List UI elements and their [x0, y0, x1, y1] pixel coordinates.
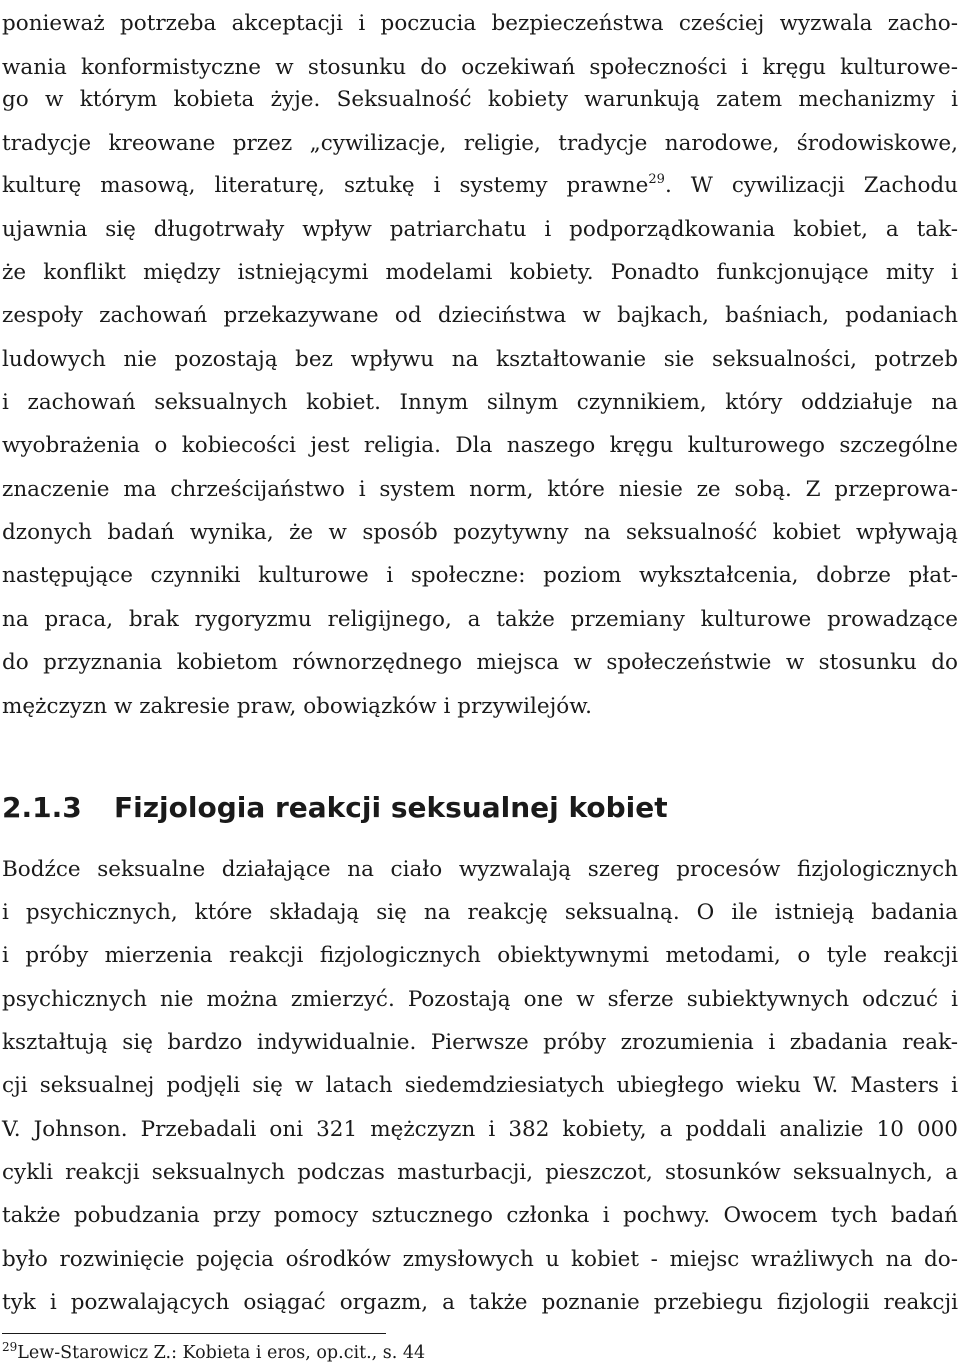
section-number: 2.1.3: [2, 791, 82, 824]
text-line: kształtują się bardzo indywidualnie. Pierwsze próby zrozumienia i zbadania reak-: [2, 1030, 958, 1055]
text-line: mężczyzn w zakresie praw, obowiązków i przywilejów.: [2, 694, 592, 719]
text-line: Bodźce seksualne działające na ciało wyzwalają szereg procesów fizjologicznych: [2, 857, 958, 882]
text-line: do przyznania kobietom równorzędnego miejsca w społeczeństwie w stosunku do: [2, 650, 958, 675]
text-segment: . W cywilizacji Zachodu: [664, 173, 958, 198]
text-line: i psychicznych, które składają się na reakcję seksualną. O ile istnieją badania: [2, 900, 958, 925]
text-line: ujawnia się długotrwały wpływ patriarchatu i podporządkowania kobiet, a tak-: [2, 217, 958, 242]
text-line: cykli reakcji seksualnych podczas masturbacji, pieszczot, stosunków seksualnych, a: [2, 1160, 958, 1185]
text-line: wyobrażenia o kobiecości jest religia. Dla naszego kręgu kulturowego szczególne: [2, 433, 958, 458]
text-line: V. Johnson. Przebadali oni 321 mężczyzn i 382 kobiety, a poddali analizie 10 000: [2, 1117, 958, 1142]
text-line: zespoły zachowań przekazywane od dzieciństwa w bajkach, baśniach, podaniach: [2, 303, 958, 328]
text-line: że konflikt między istniejącymi modelami kobiety. Ponadto funkcjonujące mity i: [2, 260, 958, 285]
text-line-with-footnote: [2, 166, 958, 206]
text-line: psychicznych nie można zmierzyć. Pozostają one w sferze subiektywnych odczuć i: [2, 987, 958, 1012]
footnote-text: Lew-Starowicz Z.: Kobieta i eros, op.cit., s. 44: [17, 1343, 426, 1363]
text-line: znaczenie ma chrześcijaństwo i system norm, które niesie ze sobą. Z przeprowa-: [2, 477, 958, 502]
text-line: dzonych badań wynika, że w sposób pozytywny na seksualność kobiet wpływają: [2, 520, 958, 545]
text-line: wania konformistyczne w stosunku do oczekiwań społeczności i kręgu kulturowe-: [2, 55, 958, 80]
text-line: cji seksualnej podjęli się w latach siedemdziesiatych ubiegłego wieku W. Masters i: [2, 1073, 958, 1098]
section-title: Fizjologia reakcji seksualnej kobiet: [114, 791, 668, 824]
text-line: także pobudzania przy pomocy sztucznego członka i pochwy. Owocem tych badań: [2, 1203, 958, 1228]
footnote-reference: 29: [648, 172, 665, 187]
text-line: i zachowań seksualnych kobiet. Innym silnym czynnikiem, który oddziałuje na: [2, 390, 958, 415]
text-line: tradycje kreowane przez „cywilizacje, religie, tradycje narodowe, środowiskowe,: [2, 131, 958, 156]
text-line: i próby mierzenia reakcji fizjologicznych obiektywnymi metodami, o tyle reakcji: [2, 943, 958, 968]
footnote: [2, 1338, 425, 1368]
text-segment: kulturę masową, literaturę, sztukę i systemy prawne: [2, 173, 649, 198]
footnote-divider: [2, 1333, 386, 1334]
text-line: na praca, brak rygoryzmu religijnego, a także przemiany kulturowe prowadzące: [2, 607, 958, 632]
text-line: go w którym kobieta żyje. Seksualność kobiety warunkują zatem mechanizmy i: [2, 87, 958, 112]
section-heading: [2, 784, 668, 832]
text-line: ponieważ potrzeba akceptacji i poczucia bezpieczeństwa cześciej wyzwala zacho-: [2, 11, 958, 36]
text-line: było rozwinięcie pojęcia ośrodków zmysłowych u kobiet - miejsc wrażliwych na do-: [2, 1247, 958, 1272]
text-line: ludowych nie pozostają bez wpływu na kształtowanie sie seksualności, potrzeb: [2, 347, 958, 372]
text-line: następujące czynniki kulturowe i społeczne: poziom wykształcenia, dobrze płat-: [2, 563, 958, 588]
footnote-number: 29: [2, 1340, 18, 1354]
text-line: tyk i pozwalających osiągać orgazm, a także poznanie przebiegu fizjologii reakcji: [2, 1290, 958, 1315]
